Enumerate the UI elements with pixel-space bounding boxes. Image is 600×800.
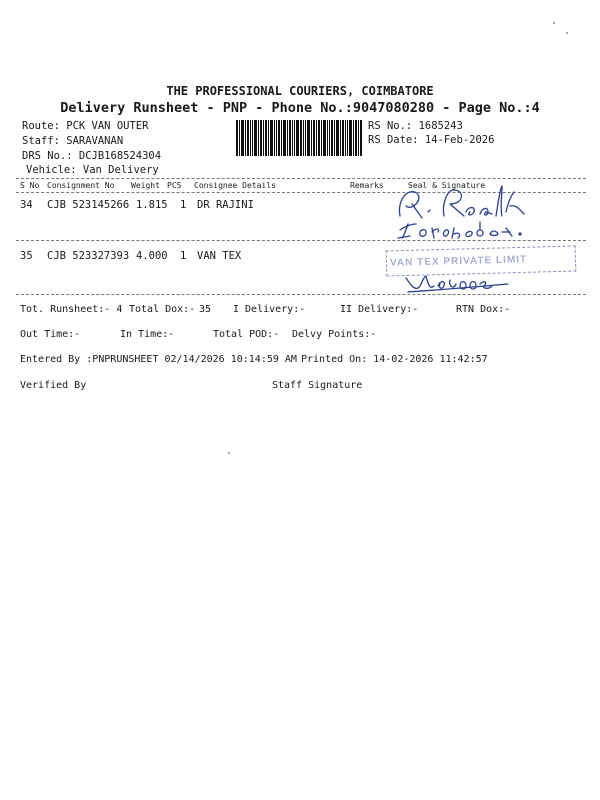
- drs-number: DRS No.: DCJB168524304: [22, 150, 162, 162]
- row-1-consignee: DR RAJINI: [197, 199, 254, 211]
- col-header-seal: Seal & Signature: [408, 181, 486, 190]
- scan-speck: [553, 22, 555, 24]
- row-1-signature: [392, 176, 552, 242]
- vehicle-text: Vehicle: Van Delivery: [26, 164, 159, 176]
- staff-signature: Staff Signature: [272, 380, 363, 391]
- company-title: THE PROFESSIONAL COURIERS, COIMBATORE: [166, 84, 434, 98]
- route-text: Route: PCK VAN OUTER: [22, 120, 149, 132]
- total-pod: Total POD:-: [213, 329, 280, 340]
- runsheet-subtitle: Delivery Runsheet - PNP - Phone No.:9047080280 - Page No.:4: [60, 100, 540, 116]
- delvy-points: Delvy Points:-: [292, 329, 377, 340]
- row-2-weight: 4.000: [136, 250, 168, 262]
- row-2-consignee: VAN TEX: [197, 250, 242, 262]
- verified-by: Verified By: [20, 380, 87, 391]
- row-2-pcs: 1: [180, 250, 187, 262]
- total-dox-label: Total Dox:-: [129, 304, 196, 315]
- total-dox-value: 35: [199, 304, 212, 315]
- row-1-weight: 1.815: [136, 199, 168, 211]
- rs-date: RS Date: 14-Feb-2026: [368, 134, 495, 146]
- rs-number: RS No.: 1685243: [368, 120, 463, 132]
- table-bottom-rule: [16, 294, 586, 295]
- ii-delivery: II Delivery:-: [340, 304, 419, 315]
- i-delivery: I Delivery:-: [233, 304, 306, 315]
- company-stamp-text: VAN TEX PRIVATE LIMIT: [389, 254, 528, 269]
- out-time: Out Time:-: [20, 329, 81, 340]
- row-2-sno: 35: [20, 250, 33, 262]
- col-header-remarks: Remarks: [350, 181, 384, 190]
- col-header-pcs: PCS: [167, 181, 182, 190]
- row-1-consignment: CJB 523145266: [47, 199, 130, 211]
- scan-speck: [228, 452, 230, 454]
- staff-text: Staff: SARAVANAN: [22, 135, 124, 147]
- rtn-dox: RTN Dox:-: [456, 304, 511, 315]
- in-time: In Time:-: [120, 329, 175, 340]
- row-2-consignment: CJB 523327393: [47, 250, 130, 262]
- col-header-sno: S No: [20, 181, 40, 190]
- scan-speck: [566, 32, 568, 34]
- row-2-signature: [404, 270, 514, 296]
- entered-by: Entered By :PNPRUNSHEET 02/14/2026 10:14:59 AM: [20, 354, 297, 365]
- barcode: [236, 120, 362, 156]
- col-header-consignment: Consignment No: [47, 181, 115, 190]
- printed-on: Printed On: 14-02-2026 11:42:57: [301, 354, 488, 365]
- col-header-consignee: Consignee Details: [194, 181, 276, 190]
- row-1-pcs: 1: [180, 199, 187, 211]
- col-header-weight: Weight: [131, 181, 160, 190]
- row-1-sno: 34: [20, 199, 33, 211]
- total-runsheet: Tot. Runsheet:- 4: [20, 304, 123, 315]
